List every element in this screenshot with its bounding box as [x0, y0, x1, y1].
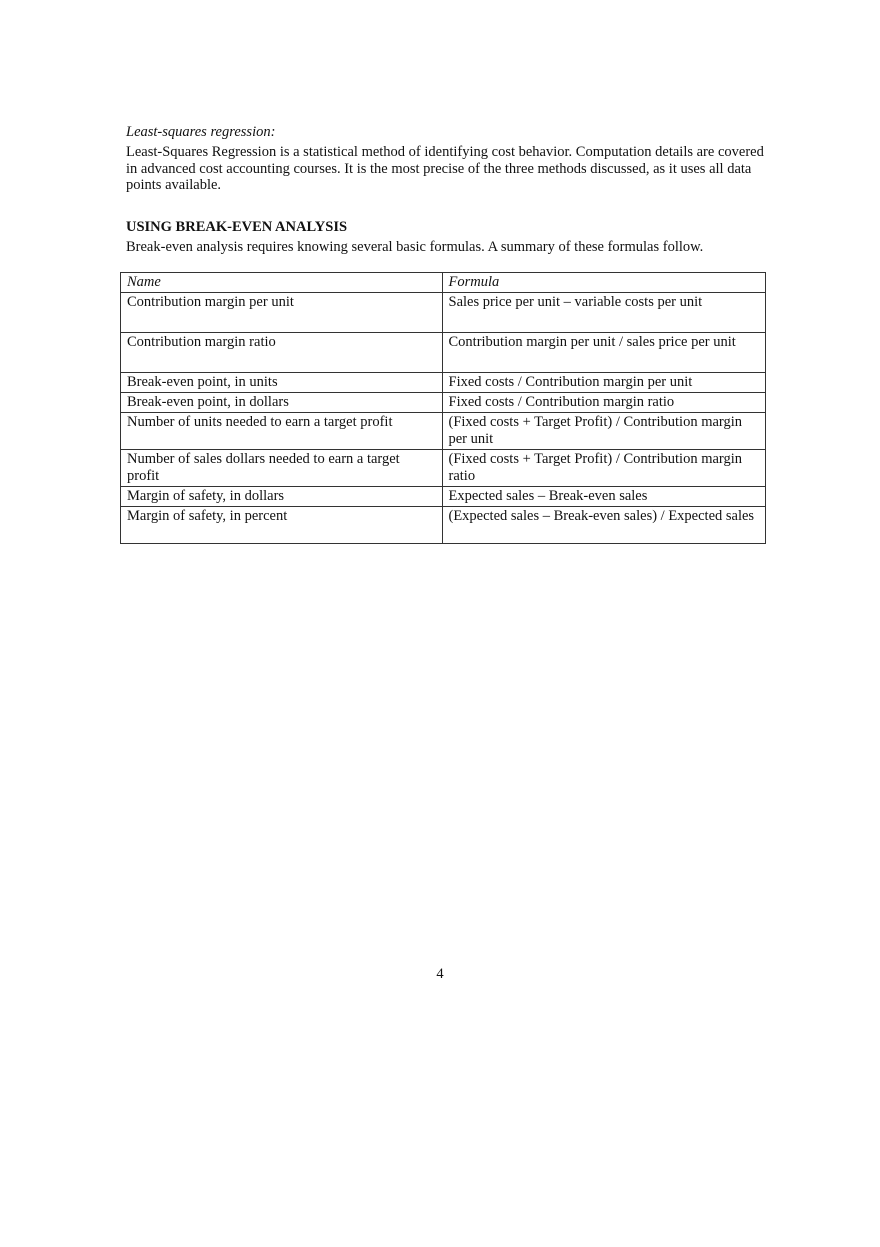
row-name-cell: Number of sales dollars needed to earn a target profit: [121, 450, 443, 487]
row-name-cell: Margin of safety, in dollars: [121, 487, 443, 507]
table-header-row: [121, 273, 766, 293]
row-name-cell: Contribution margin ratio: [121, 333, 443, 373]
least-squares-heading: Least-squares regression:: [126, 124, 276, 140]
column-header-name: Name: [121, 273, 443, 293]
row-name-cell: Margin of safety, in percent: [121, 507, 443, 544]
table-row: [121, 487, 766, 507]
row-name-cell: Number of units needed to earn a target profit: [121, 413, 443, 450]
row-formula-cell: Fixed costs / Contribution margin ratio: [442, 393, 766, 413]
page-number: 4: [436, 966, 444, 982]
row-formula-cell: Contribution margin per unit / sales price per unit: [442, 333, 766, 373]
row-name-cell: Break-even point, in dollars: [121, 393, 443, 413]
row-formula-cell: (Expected sales – Break-even sales) / Expected sales: [442, 507, 766, 544]
break-even-intro: Break-even analysis requires knowing several basic formulas. A summary of these formulas follow.: [126, 238, 704, 255]
table-row: [121, 507, 766, 544]
row-formula-cell: Expected sales – Break-even sales: [442, 487, 766, 507]
formula-table: [120, 272, 766, 544]
row-formula-cell: Fixed costs / Contribution margin per unit: [442, 373, 766, 393]
text-block: [126, 124, 766, 256]
table-row: [121, 393, 766, 413]
row-name-cell: Contribution margin per unit: [121, 293, 443, 333]
column-header-formula: Formula: [442, 273, 766, 293]
row-formula-cell: (Fixed costs + Target Profit) / Contribution margin ratio: [442, 450, 766, 487]
row-formula-cell: Sales price per unit – variable costs per unit: [442, 293, 766, 333]
table-row: [121, 413, 766, 450]
table-row: [121, 293, 766, 333]
break-even-heading: USING BREAK-EVEN ANALYSIS: [126, 218, 348, 235]
table-row: [121, 450, 766, 487]
least-squares-paragraph: Least-Squares Regression is a statistical method of identifying cost behavior. Computation details are covered in advanced cost accounting courses. It is the most precise of the three methods discussed, as it uses all data points available.: [126, 144, 764, 193]
row-name-cell: Break-even point, in units: [121, 373, 443, 393]
table-row: [121, 373, 766, 393]
table-row: [121, 333, 766, 373]
row-formula-cell: (Fixed costs + Target Profit) / Contribution margin per unit: [442, 413, 766, 450]
